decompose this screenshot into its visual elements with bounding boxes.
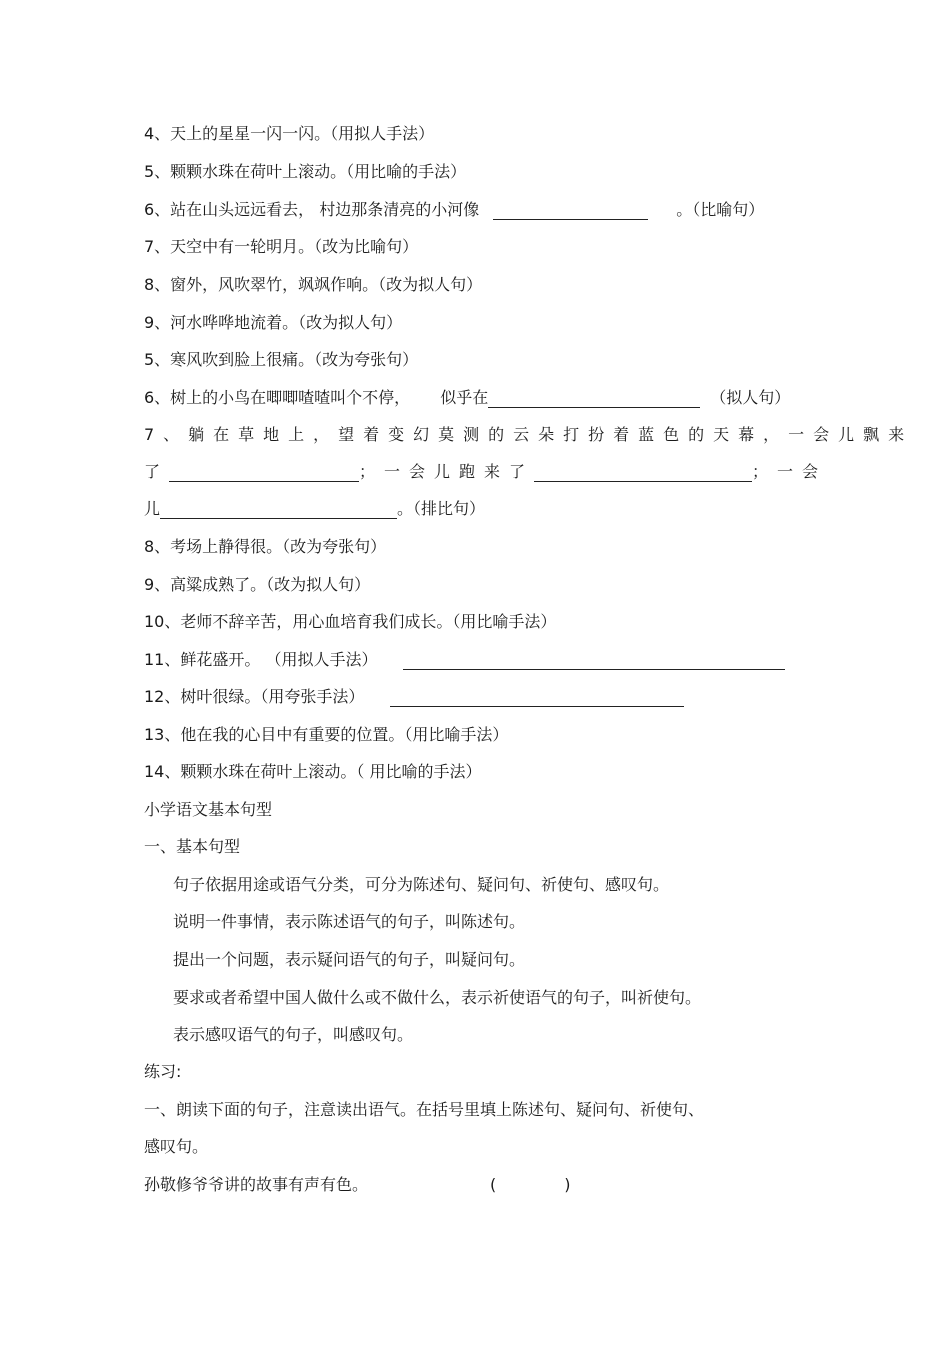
- item-12-text: 12、树叶很绿。（用夸张手法）: [144, 687, 365, 706]
- paragraph: 说明一件事情，表示陈述语气的句子，叫陈述句。: [173, 912, 526, 931]
- item-13: 13、他在我的心目中有重要的位置。（用比喻手法）: [144, 725, 509, 744]
- item-7b-line3: [144, 499, 485, 519]
- answer-blank[interactable]: [403, 653, 785, 670]
- exercise-instruction: 一、朗读下面的句子，注意读出语气。在括号里填上陈述句、疑问句、祈使句、: [144, 1100, 705, 1119]
- item-7b-text: 了: [144, 462, 170, 481]
- item-12: [144, 687, 684, 707]
- item-8b: 8、考场上静得很。（改为夸张句）: [144, 537, 387, 556]
- paragraph: 提出一个问题，表示疑问语气的句子，叫疑问句。: [173, 950, 526, 969]
- paragraph: 要求或者希望中国人做什么或不做什么，表示祈使语气的句子，叫祈使句。: [173, 988, 702, 1007]
- item-10: 10、老师不辞辛苦，用心血培育我们成长。（用比喻手法）: [144, 612, 557, 631]
- item-5b: 5、寒风吹到脸上很痛。（改为夸张句）: [144, 350, 419, 369]
- item-6-hint: 。（比喻句）: [676, 200, 765, 219]
- item-9: 9、河水哗哗地流着。（改为拟人句）: [144, 313, 403, 332]
- answer-blank[interactable]: [534, 465, 752, 482]
- exercise-label: 练习:: [144, 1062, 182, 1081]
- item-6b-text: 6、树上的小鸟在唧唧喳喳叫个不停，: [144, 388, 411, 407]
- answer-paren-close: ): [564, 1175, 571, 1194]
- answer-blank[interactable]: [493, 203, 648, 220]
- answer-blank[interactable]: [169, 465, 359, 482]
- section-heading: 一、基本句型: [144, 837, 241, 856]
- answer-paren-open: (: [490, 1175, 497, 1194]
- exercise-sentence-text: 孙敬修爷爷讲的故事有声有色。: [144, 1175, 369, 1194]
- item-6: [144, 200, 764, 220]
- answer-blank[interactable]: [488, 391, 700, 408]
- paragraph: 表示感叹语气的句子，叫感叹句。: [173, 1025, 414, 1044]
- item-6-text: 6、站在山头远远看去， 村边那条清亮的小河像: [144, 200, 480, 219]
- section-title: 小学语文基本句型: [144, 800, 273, 819]
- item-14: 14、颗颗水珠在荷叶上滚动。（ 用比喻的手法）: [144, 762, 482, 781]
- item-7b-text: 儿: [144, 499, 161, 518]
- item-11: [144, 650, 785, 670]
- item-4: 4、天上的星星一闪一闪。（用拟人手法）: [144, 124, 435, 143]
- answer-blank[interactable]: [160, 502, 397, 519]
- item-7b-hint: 。（排比句）: [397, 499, 486, 518]
- answer-blank[interactable]: [390, 690, 684, 707]
- item-5: 5、颗颗水珠在荷叶上滚动。（用比喻的手法）: [144, 162, 467, 181]
- item-6b-lead: 似乎在: [440, 388, 489, 407]
- exercise-instruction-cont: 感叹句。: [144, 1137, 209, 1156]
- exercise-sentence: [144, 1175, 571, 1195]
- item-8: 8、窗外，风吹翠竹，飒飒作响。（改为拟人句）: [144, 275, 483, 294]
- item-7b-line1: 7、躺在草地上，望着变幻莫测的云朵打扮着蓝色的天幕，一会儿飘来: [144, 425, 914, 444]
- item-7b-text: ；一会儿跑来了: [359, 462, 535, 481]
- item-9b: 9、高粱成熟了。（改为拟人句）: [144, 575, 371, 594]
- item-7b-text: ；一会: [752, 462, 828, 481]
- item-7b-line2: [144, 462, 827, 482]
- item-7: 7、天空中有一轮明月。（改为比喻句）: [144, 237, 419, 256]
- item-6b: [144, 388, 790, 408]
- paragraph: 句子依据用途或语气分类，可分为陈述句、疑问句、祈使句、感叹句。: [173, 875, 670, 894]
- item-11-text: 11、鲜花盛开。 （用拟人手法）: [144, 650, 378, 669]
- item-6b-hint: （拟人句）: [710, 388, 791, 407]
